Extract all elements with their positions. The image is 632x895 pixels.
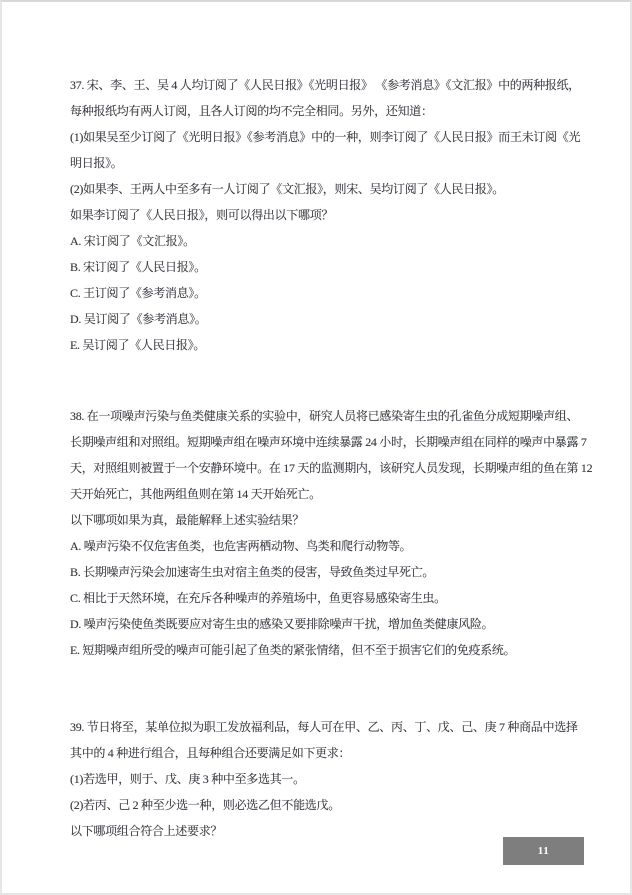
- question-39: [70, 714, 590, 844]
- q37-option-a: A. 宋订阅了《文汇报》。: [70, 234, 195, 248]
- q37-option-d: D. 吴订阅了《参考消息》。: [70, 312, 207, 326]
- q39-condition-2: (2)若丙、己 2 种至少选一种，则必选乙但不能选戊。: [70, 798, 340, 812]
- q38-option-c: C. 相比于天然环境，在充斥各种噪声的养殖场中，鱼更容易感染寄生虫。: [70, 591, 446, 605]
- q39-condition-1: (1)若选甲，则于、戊、庚 3 种中至多选其一。: [70, 772, 305, 786]
- q38-stem-line-4: 天开始死亡，其他两组鱼则在第 14 天开始死亡。: [70, 487, 321, 501]
- q39-stem-line-2: 其中的 4 种进行组合，且每种组合还要满足如下更求：: [70, 746, 351, 760]
- q38-stem-line-3: 天，对照组则被置于一个安静环境中。在 17 天的监测期内，该研究人员发现，长期噪声组的鱼在第 12: [70, 461, 593, 475]
- q37-stem-line-2: 每种报纸均有两人订阅，且各人订阅的均不完全相同。另外，还知道：: [70, 104, 433, 118]
- q39-stem-line-1: 39. 节日将至，某单位拟为职工发放福利品，每人可在甲、乙、丙、丁、戊、己、庚 7 种商品中选择: [70, 720, 578, 734]
- q38-option-b: B. 长期噪声污染会加速寄生虫对宿主鱼类的侵害，导致鱼类过早死亡。: [70, 565, 435, 579]
- page-number: 11: [537, 845, 550, 857]
- q38-option-e: E. 短期噪声组所受的噪声可能引起了鱼类的紧张情绪，但不至于损害它们的免疫系统。: [70, 643, 516, 657]
- q37-option-b: B. 宋订阅了《人民日报》。: [70, 260, 206, 274]
- q37-question-line: 如果李订阅了《人民日报》，则可以得出以下哪项？: [70, 208, 334, 222]
- q39-question-line: 以下哪项组合符合上述要求？: [70, 824, 223, 838]
- q37-stem-line-1: 37. 宋、李、王、吴 4 人均订阅了《人民日报》《光明日报》 《参考消息》《文汇报》中的两种报纸，: [70, 78, 581, 92]
- q37-condition-1-line-1: (1)如果吴至少订阅了《光明日报》《参考消息》中的一种，则李订阅了《人民日报》而王未订阅《光: [70, 130, 581, 144]
- q37-condition-2: (2)如果李、王两人中至多有一人订阅了《文汇报》，则宋、吴均订阅了《人民日报》。: [70, 182, 504, 196]
- q37-option-c: C. 王订阅了《参考消息》。: [70, 286, 206, 300]
- q37-condition-1-line-2: 明日报》。: [70, 156, 123, 170]
- q38-option-d: D. 噪声污染使鱼类既要应对寄生虫的感染又要排除噪声干扰，增加鱼类健康风险。: [70, 617, 494, 631]
- q38-stem-line-1: 38. 在一项噪声污染与鱼类健康关系的实验中，研究人员将已感染寄生虫的孔雀鱼分成短期噪声组、: [70, 409, 579, 423]
- q37-option-e: E. 吴订阅了《人民日报》。: [70, 338, 206, 352]
- question-38: [70, 403, 593, 663]
- page-number-badge: [503, 837, 584, 865]
- q38-question-line: 以下哪项如果为真，最能解释上述实验结果？: [70, 513, 305, 527]
- question-37: [70, 72, 590, 358]
- q38-stem-line-2: 长期噪声组和对照组。短期噪声组在噪声环境中连续暴露 24 小时，长期噪声组在同样的噪声中暴露 7: [70, 435, 587, 449]
- q38-option-a: A. 噪声污染不仅危害鱼类，也危害两栖动物、鸟类和爬行动物等。: [70, 539, 412, 553]
